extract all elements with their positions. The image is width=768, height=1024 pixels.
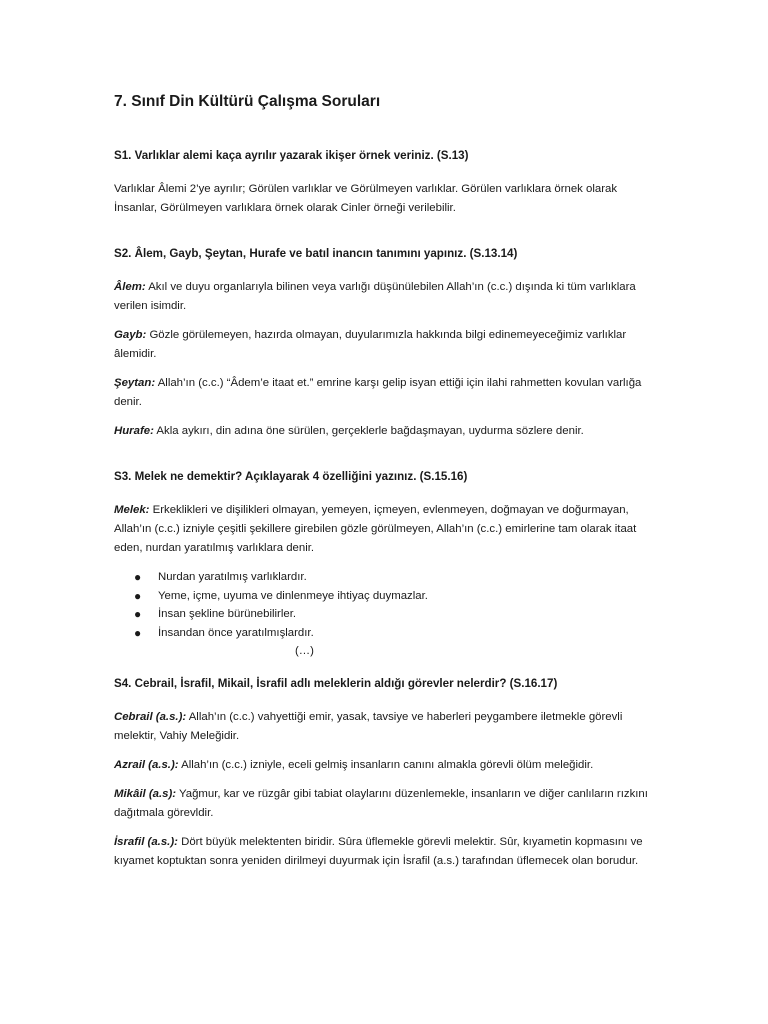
definition-term: Gayb:: [114, 329, 147, 341]
definition-paragraph: [114, 422, 654, 441]
definition-text: Yağmur, kar ve rüzgâr gibi tabiat olaylarını düzenlemekle, insanların ve diğer canlıların rızkını dağıtmala görevldir.: [114, 788, 648, 819]
definition-paragraph: [114, 833, 654, 871]
bullet-icon: ●: [134, 570, 142, 584]
list-item: [134, 605, 654, 624]
definition-text: Allah’ın (c.c.) “Âdem’e itaat et.” emrine karşı gelip isyan ettiği için ilahi rahmetten kovulan varlığa denir.: [114, 377, 642, 408]
feature-list: [134, 568, 654, 642]
definition-term: Cebrail (a.s.):: [114, 711, 187, 723]
question-section-4: [114, 676, 654, 871]
list-item-text: Nurdan yaratılmış varlıklardır.: [158, 571, 307, 583]
definition-term: Melek:: [114, 504, 150, 516]
definition-term: Şeytan:: [114, 377, 156, 389]
document-page: [114, 92, 654, 899]
definition-paragraph: [114, 501, 654, 558]
list-item-text: İnsandan önce yaratılmışlardır.: [158, 626, 314, 639]
definition-text: Allah’ın (c.c.) izniyle, eceli gelmiş insanların canını almakla görevli ölüm meleğidir.: [178, 759, 594, 771]
document-title: 7. Sınıf Din Kültürü Çalışma Soruları: [114, 93, 381, 110]
definition-paragraph: [114, 374, 654, 412]
list-item-text: Yeme, içme, uyuma ve dinlenmeye ihtiyaç duymazlar.: [158, 589, 428, 602]
definition-paragraph: [114, 756, 654, 775]
list-item: [134, 568, 654, 587]
definition-text: Akıl ve duyu organlarıyla bilinen veya varlığı düşünülebilen Allah’ın (c.c.) dışında ki tüm varlıklara verilen isimdir.: [114, 281, 636, 312]
definition-text: Allah’ın (c.c.) vahyettiği emir, yasak, tavsiye ve haberleri peygambere iletmekle görevli melektir, Vahiy Meleğidir.: [114, 711, 623, 742]
definition-term: Âlem:: [114, 281, 146, 293]
question-section-1: [114, 148, 654, 218]
definition-term: Azrail (a.s.):: [114, 759, 179, 771]
definition-text: Gözle görülemeyen, hazırda olmayan, duyularımızla hakkında bilgi edinemeyeceğimiz varlıklar âlemidir.: [114, 329, 627, 360]
bullet-icon: ●: [134, 588, 142, 603]
question-section-3: [114, 469, 654, 660]
question-heading: S3. Melek ne demektir? Açıklayarak 4 özelliğini yazınız. (S.15.16): [114, 470, 468, 483]
definition-term: Hurafe:: [114, 425, 154, 437]
definition-text: Erkeklikleri ve dişilikleri olmayan, yemeyen, içmeyen, evlenmeyen, doğmayan ve doğurmayan, Allah’ın (c.c.) izniyle çeşitli şekillere girebilen gözle görülmeyen, Allah’ın (c.c.) emirlerine tam olarak itaat eden, nurdan yaratılmış varlıklara denir.: [114, 504, 637, 554]
definition-term: İsrafil (a.s.):: [114, 836, 178, 848]
bullet-icon: ●: [134, 625, 142, 640]
question-section-2: [114, 246, 654, 441]
definition-term: Mikâil (a.s):: [114, 788, 177, 800]
answer-text: Varlıklar Âlemi 2’ye ayrılır; Görülen varlıklar ve Görülmeyen varlıklar. Görülen varlıklara örnek olarak İnsanlar, Görülmeyen varlıklara örnek olarak Cinler örneği verilebilir.: [114, 183, 618, 214]
definition-paragraph: [114, 278, 654, 316]
question-heading: S2. Âlem, Gayb, Şeytan, Hurafe ve batıl inancın tanımını yapınız. (S.13.14): [114, 247, 518, 260]
definition-paragraph: [114, 326, 654, 364]
bullet-icon: ●: [134, 607, 142, 621]
definition-paragraph: [114, 708, 654, 746]
list-item: [134, 587, 654, 606]
question-heading: S1. Varlıklar alemi kaça ayrılır yazarak ikişer örnek veriniz. (S.13): [114, 149, 469, 162]
definition-text: Akla aykırı, din adına öne sürülen, gerçeklerle bağdaşmayan, uydurma sözlere denir.: [153, 425, 584, 437]
question-heading: S4. Cebrail, İsrafil, Mikail, İsrafil adlı meleklerin aldığı görevler nelerdir? (S.16.17): [114, 677, 558, 690]
ellipsis-text: (…): [295, 645, 314, 657]
answer-paragraph: [114, 180, 654, 218]
list-item-text: İnsan şekline bürünebilirler.: [158, 608, 297, 620]
list-item: [134, 624, 654, 643]
definition-paragraph: [114, 785, 654, 823]
definition-text: Dört büyük melektenten biridir. Sûra üflemekle görevli melektir. Sûr, kıyametin kopmasını ve kıyamet koptuktan sonra yeniden dirilmeyi duyurmak için İsrafil (a.s.) tarafından üflemecek olan borudur.: [114, 836, 643, 867]
